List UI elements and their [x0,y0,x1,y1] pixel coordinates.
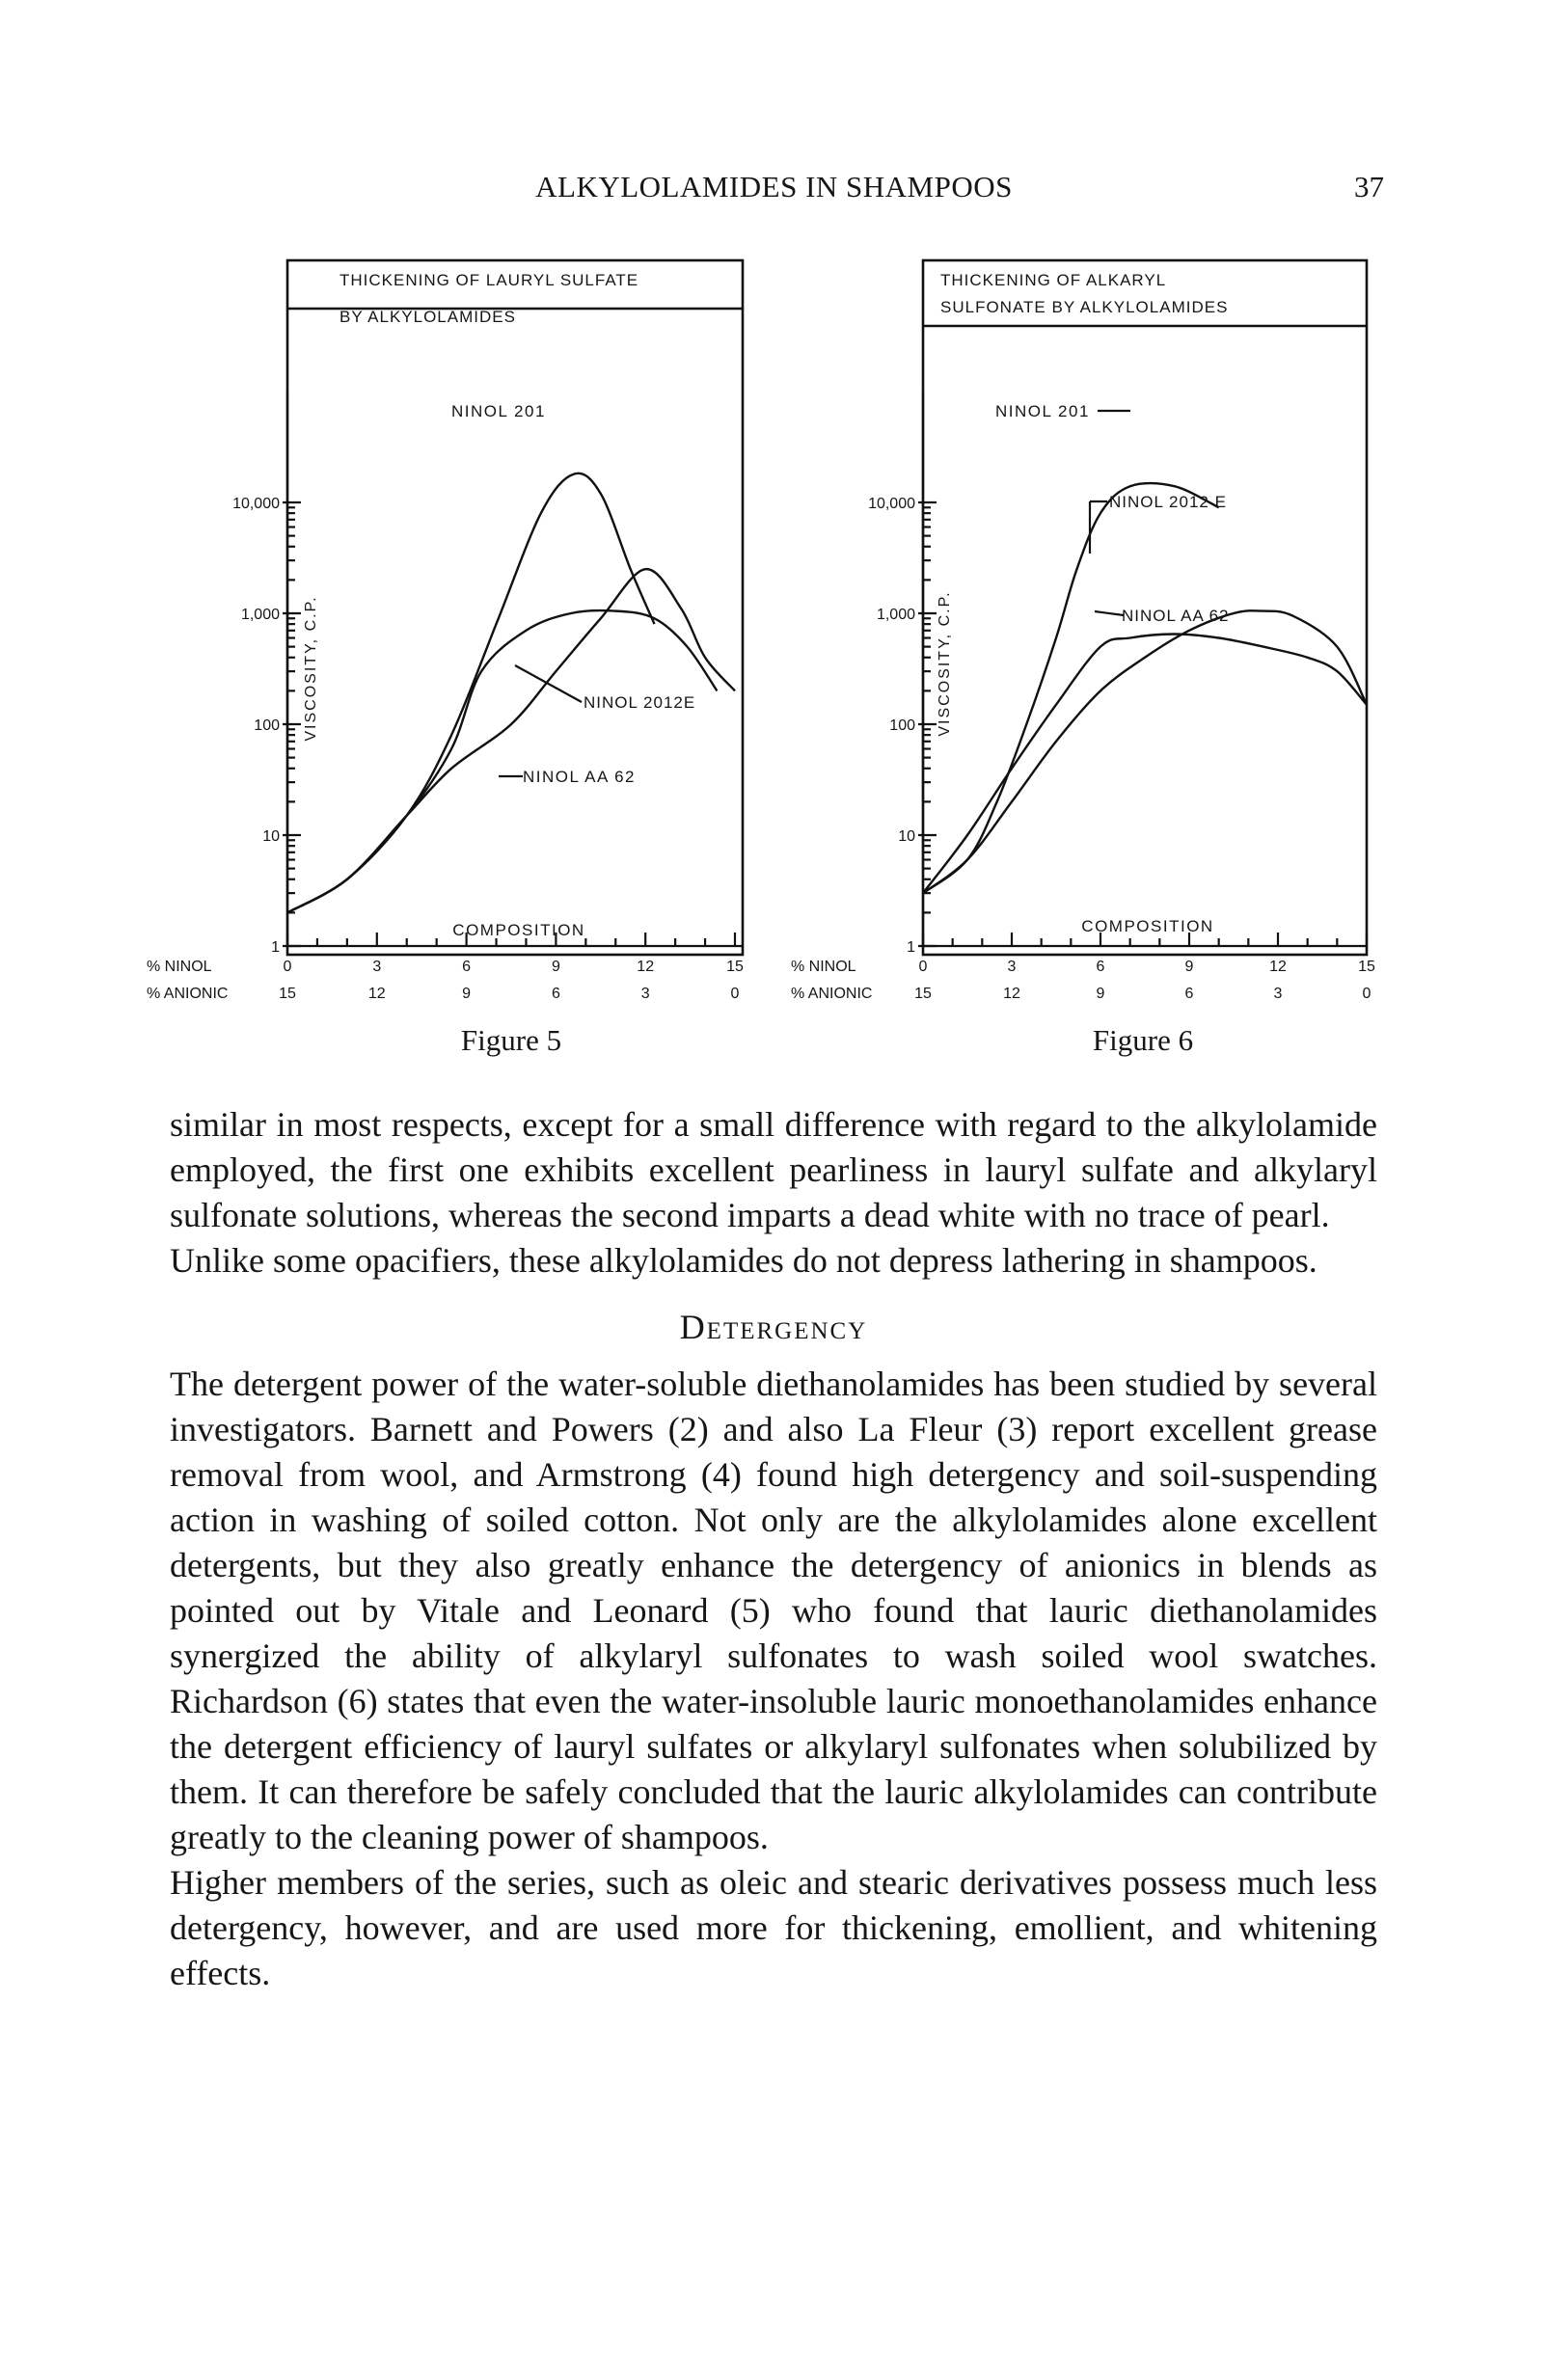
figure-6-row-value: 0 [1362,986,1371,1002]
figure-6-title-line-1: THICKENING OF ALKARYL [940,271,1167,289]
figure-6-annotations [995,402,1229,625]
figure-6-y-tick-label: 100 [889,717,915,734]
figure-6-series-ninol-2012e [923,635,1367,894]
figure-5-y-tick-label: 10 [262,828,280,845]
figure-6-row-value: 15 [914,986,932,1002]
running-title: ALKYLOLAMIDES IN SHAMPOOS [535,170,1013,203]
figure-6-x-label: COMPOSITION [1081,917,1214,935]
paragraph-1: similar in most respects, except for a small difference with regard to the alkylolamide employed, the first one exhibits excellent pearliness in lauryl sulfate and alkylaryl sulfonate solutions, whereas the second imparts a dead white with no trace of pearl. [170,1105,1377,1234]
figure-6-y-ticks [868,496,937,956]
figure-5-y-label: VISCOSITY, C.P. [303,595,319,742]
figure-5-series-ninol-aa-62 [287,569,735,912]
figure-5-row-label: % ANIONIC [147,986,229,1002]
figure-6-title [940,271,1228,316]
figure-5-annotation-ninol-2012e: NINOL 2012E [584,693,696,712]
figure-6-pointer-aa62 [1095,611,1124,615]
figure-6-row-label: % ANIONIC [791,986,873,1002]
figure-5-chart [145,249,762,1020]
running-head [0,170,1548,208]
figure-5-series-ninol-2012e [287,610,717,912]
figure-5-row-value: 6 [551,986,560,1002]
figure-5-row-value: 9 [462,986,472,1002]
figure-5-row-value: 15 [726,959,744,975]
figure-5-row-value: 0 [730,986,740,1002]
figure-5-y-tick-label: 1 [271,939,280,956]
figure-6-row-value: 12 [1003,986,1020,1002]
figure-6-row-value: 6 [1096,959,1105,975]
figure-6 [791,249,1408,1073]
figure-6-y-label: VISCOSITY, C.P. [937,590,953,737]
figure-6-row-value: 12 [1269,959,1287,975]
figure-6-title-line-2: SULFONATE BY ALKYLOLAMIDES [940,298,1229,316]
figure-5-y-tick-label: 10,000 [232,496,280,512]
figure-6-annotation-ninol-201: NINOL 201 [995,402,1090,420]
paragraph-2: Unlike some opacifiers, these alkylolamides do not depress lathering in shampoos. [170,1241,1317,1280]
figure-5-row-value: 0 [283,959,292,975]
figure-5-title-line-2: BY ALKYLOLAMIDES [339,308,516,326]
figure-5-frame [287,260,743,955]
figure-6-row-value: 3 [1273,986,1283,1002]
figure-5-title-line-1: THICKENING OF LAURYL SULFATE [339,271,639,289]
figure-5-y-ticks [232,496,301,956]
figure-5-y-tick-label: 1,000 [240,607,280,623]
figure-5-row-value: 12 [367,986,386,1002]
figure-6-row-label: % NINOL [791,959,856,975]
figure-5-y-tick-label: 100 [254,717,280,734]
figure-6-row-value: 9 [1184,959,1194,975]
figure-6-y-tick-label: 10,000 [868,496,915,512]
figure-6-y-tick-label: 10 [898,828,915,845]
figure-6-series-ninol-aa-62 [923,610,1367,893]
figure-6-y-tick-label: 1,000 [876,607,915,623]
body-text [170,1102,1377,1996]
figure-5-row-value: 3 [640,986,650,1002]
figure-6-caption: Figure 6 [1092,1023,1194,1057]
figure-5-composition-rows [147,959,744,1002]
figure-5-row-value: 15 [279,986,296,1002]
figure-5-row-value: 12 [637,959,655,975]
section-heading-detergency: Detergency [679,1308,868,1346]
figure-6-row-value: 15 [1358,959,1375,975]
figure-6-series [923,483,1367,893]
page-number: 37 [1354,170,1384,203]
figure-5-annotation-ninol-201: NINOL 201 [451,402,546,420]
figure-5-annotation-ninol-aa62: NINOL AA 62 [523,768,636,786]
paragraph-4: Higher members of the series, such as oleic and stearic derivatives possess much less detergency, however, and are used more for thickening, emollient, and whitening effects. [170,1863,1377,1992]
figure-5-row-label: % NINOL [147,959,212,975]
figure-5-caption: Figure 5 [460,1023,562,1057]
figure-5-pointer-2012e [515,665,582,702]
figure-6-row-value: 0 [918,959,928,975]
figure-5 [145,249,762,1073]
figure-6-series-ninol-201 [923,483,1219,893]
figure-6-annotation-ninol-2012e: NINOL 2012 E [1109,493,1227,511]
figure-5-row-value: 6 [462,959,472,975]
figure-5-x-label: COMPOSITION [452,921,585,939]
figure-6-row-value: 3 [1007,959,1017,975]
figure-6-row-value: 9 [1096,986,1105,1002]
figure-6-y-tick-label: 1 [907,939,915,956]
paragraph-3: The detergent power of the water-soluble diethanolamides has been studied by several investigators. Barnett and Powers (2) and also La Fleur (3) report excellent grease removal from wool, and Armstrong (4) found high detergency and soil-suspending action in washing of soiled cotton. Not only are the alkylolamides alone excellent detergents, but they also greatly enhance the detergency of anionics in blends as pointed out by Vitale and Leonard (5) who found that lauric diethanolamides synergized the ability of alkylaryl sulfonates to wash soiled wool swatches. Richardson (6) states that even the water-insoluble lauric monoethanolamides enhance the detergent efficiency of lauryl sulfates or alkylaryl sulfonates when solubilized by them. It can therefore be safely concluded that the lauric alkylolamides can contribute greatly to the cleaning power of shampoos. [170,1365,1377,1856]
figure-5-annotations [451,402,695,786]
figure-6-annotation-ninol-aa62: NINOL AA 62 [1122,607,1230,625]
figure-5-row-value: 9 [551,959,560,975]
figure-5-title [339,271,638,326]
figure-6-composition-rows [791,959,1375,1002]
figure-6-chart [791,249,1408,1020]
figure-5-row-value: 3 [372,959,382,975]
figure-6-row-value: 6 [1184,986,1194,1002]
